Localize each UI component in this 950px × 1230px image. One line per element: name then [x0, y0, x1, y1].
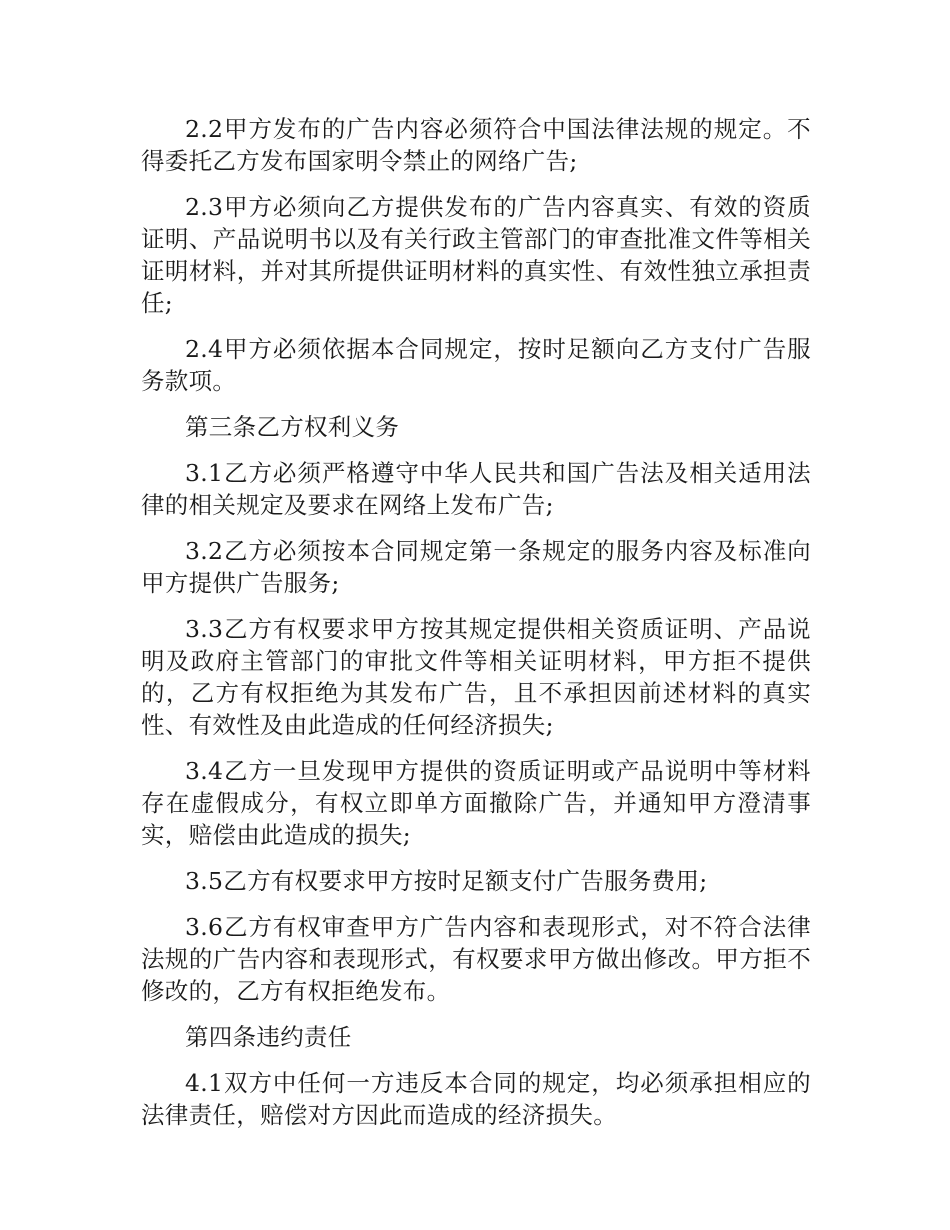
document-body: [141, 113, 811, 1145]
clause-3-5: 3.5乙方有权要求甲方按时足额支付广告服务费用;: [185, 867, 708, 895]
clause-3-6: 3.6乙方有权审查甲方广告内容和表现形式，对不符合法律法规的广告内容和表现形式，有权要求甲方做出修改。甲方拒不修改的，乙方有权拒绝发布。: [141, 913, 811, 1005]
section-heading-article-3: 第三条乙方权利义务: [185, 413, 400, 441]
clause-4-1: 4.1双方中任何一方违反本合同的规定，均必须承担相应的法律责任，赔偿对方因此而造成的经济损失。: [141, 1069, 811, 1129]
clause-2-2: 2.2甲方发布的广告内容必须符合中国法律法规的规定。不得委托乙方发布国家明令禁止的网络广告;: [141, 115, 811, 175]
clause-2-3: 2.3甲方必须向乙方提供发布的广告内容真实、有效的资质证明、产品说明书以及有关行政主管部门的审查批准文件等相关证明材料，并对其所提供证明材料的真实性、有效性独立承担责任;: [141, 193, 811, 317]
clause-3-4: 3.4乙方一旦发现甲方提供的资质证明或产品说明中等材料存在虚假成分，有权立即单方面撤除广告，并通知甲方澄清事实，赔偿由此造成的损失;: [141, 757, 811, 849]
clause-2-4: 2.4甲方必须依据本合同规定，按时足额向乙方支付广告服务款项。: [141, 335, 811, 395]
clause-3-3: 3.3乙方有权要求甲方按其规定提供相关资质证明、产品说明及政府主管部门的审批文件等相关证明材料，甲方拒不提供的，乙方有权拒绝为其发布广告，且不承担因前述材料的真实性、有效性及由此造成的任何经济损失;: [141, 615, 811, 739]
clause-3-2: 3.2乙方必须按本合同规定第一条规定的服务内容及标准向甲方提供广告服务;: [141, 537, 811, 597]
section-heading-article-4: 第四条违约责任: [185, 1023, 352, 1051]
clause-3-1: 3.1乙方必须严格遵守中华人民共和国广告法及相关适用法律的相关规定及要求在网络上发布广告;: [141, 459, 811, 519]
